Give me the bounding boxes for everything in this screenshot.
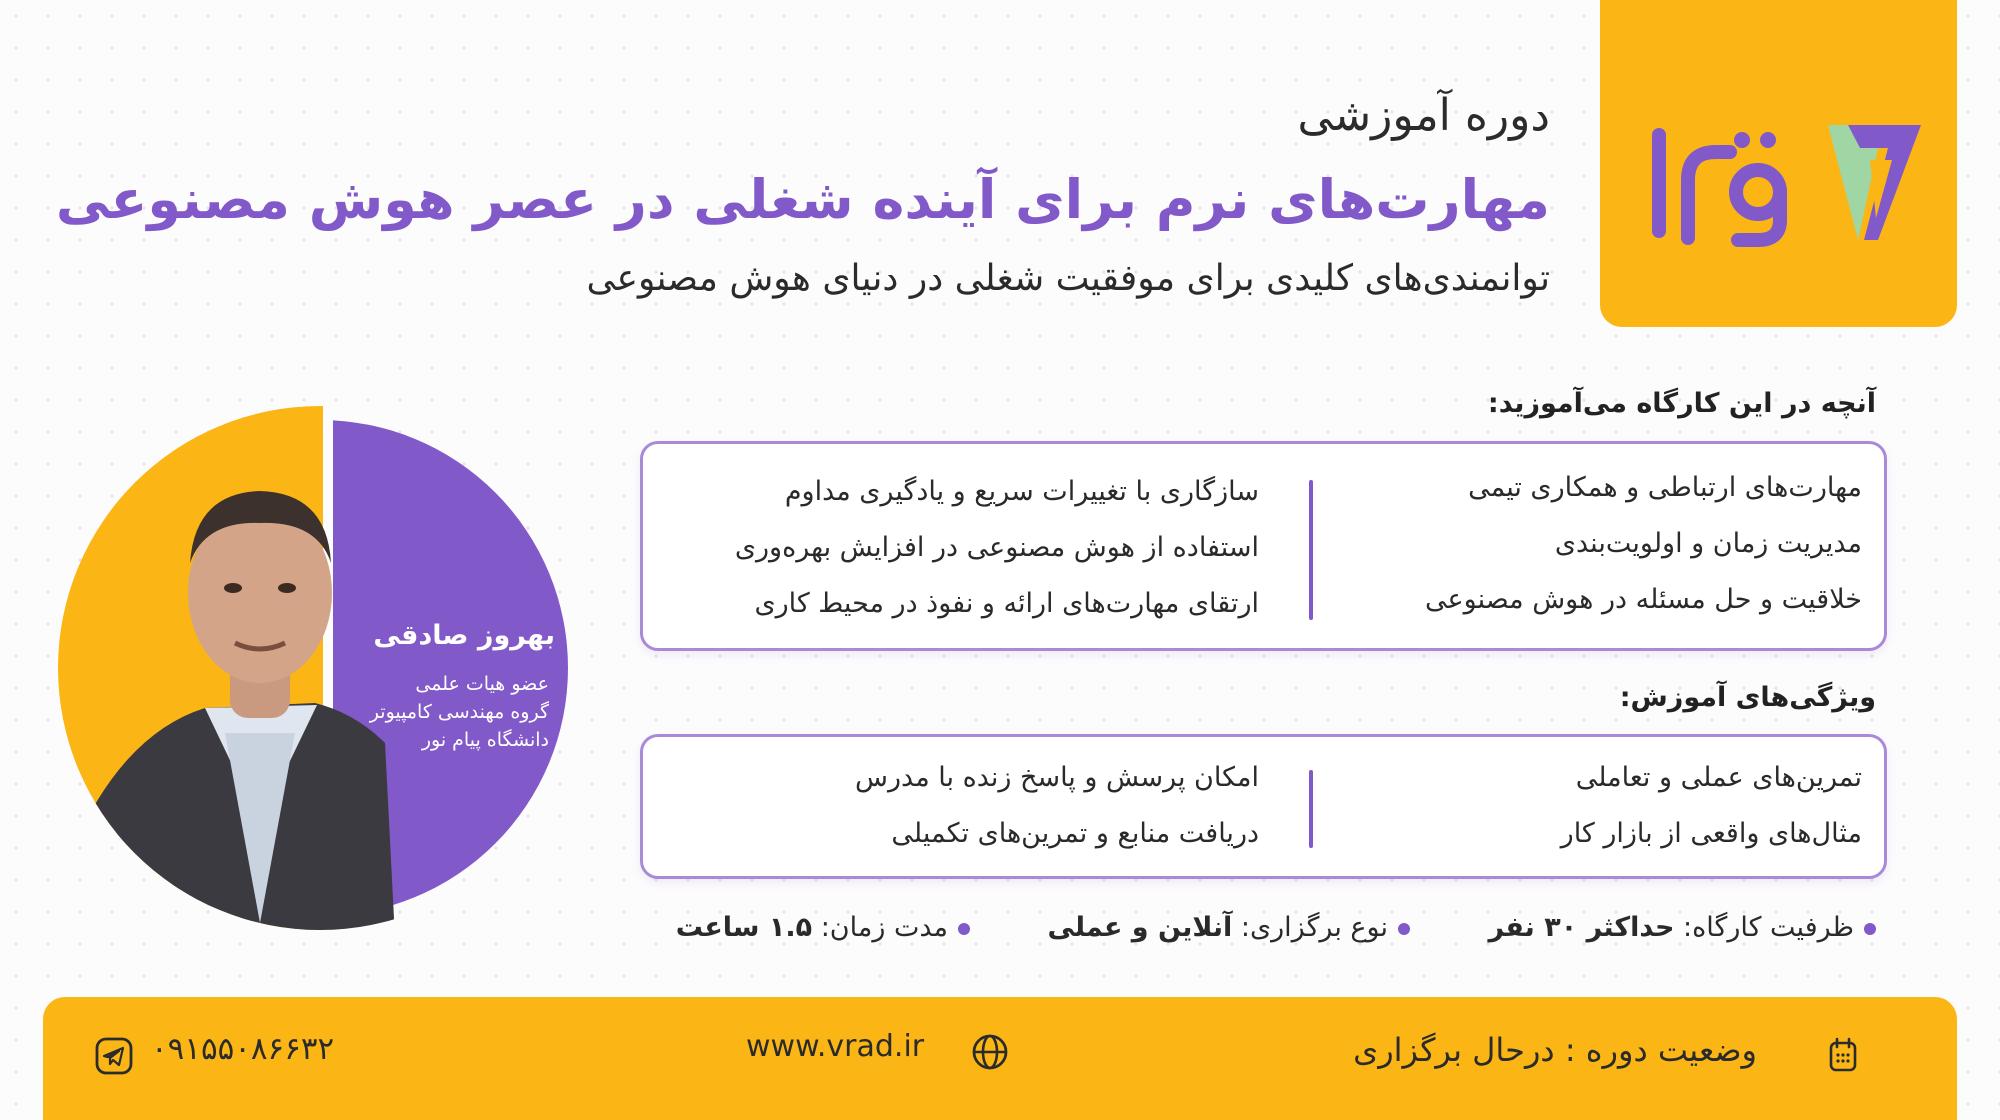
features-section-label: ویژگی‌های آموزش: — [1619, 682, 1876, 713]
delivery-type-label: نوع برگزاری: — [1240, 912, 1388, 943]
logo-panel — [1600, 0, 1957, 327]
phone-number[interactable]: ۰۹۱۵۵۰۸۶۶۳۲ — [151, 1031, 335, 1067]
website-link[interactable]: www.vrad.ir — [746, 1029, 925, 1064]
speaker-university: دانشگاه پیام نور — [421, 729, 549, 751]
bullet-dot — [1864, 923, 1876, 935]
list-item: ارتقای مهارت‌های ارائه و نفوذ در محیط کاری — [754, 588, 1259, 619]
list-item: خلاقیت و حل مسئله در هوش مصنوعی — [1425, 584, 1862, 615]
list-item: دریافت منابع و تمرین‌های تکمیلی — [891, 818, 1259, 849]
speaker-details — [370, 670, 549, 754]
duration-label: مدت زمان: — [820, 912, 948, 943]
list-item: مهارت‌های ارتباطی و همکاری تیمی — [1468, 472, 1862, 503]
features-card — [640, 734, 1887, 879]
delivery-type-info — [1048, 912, 1410, 943]
list-item: سازگاری با تغییرات سریع و یادگیری مداوم — [784, 476, 1259, 507]
calendar-icon — [1828, 1037, 1858, 1073]
capacity-info — [1488, 912, 1876, 943]
learn-right-column — [1282, 460, 1862, 628]
speaker-role: عضو هیات علمی — [415, 673, 549, 695]
vrad-logo — [1638, 100, 1928, 250]
column-divider — [1309, 480, 1313, 620]
features-right-column — [1282, 750, 1862, 862]
list-item: تمرین‌های عملی و تعاملی — [1575, 762, 1862, 793]
telegram-icon[interactable] — [95, 1037, 133, 1075]
footer-bar — [43, 997, 1957, 1120]
delivery-type-value: آنلاین و عملی — [1047, 912, 1233, 943]
speaker-department: گروه مهندسی کامپیوتر — [369, 701, 549, 723]
bullet-dot — [1398, 923, 1410, 935]
list-item: مثال‌های واقعی از بازار کار — [1560, 818, 1862, 849]
column-divider — [1309, 770, 1313, 848]
list-item: امکان پرسش و پاسخ زنده با مدرس — [855, 762, 1259, 793]
course-status: وضعیت دوره : درحال برگزاری — [1353, 1031, 1757, 1069]
learn-left-column — [679, 464, 1259, 632]
duration-value: ۱.۵ ساعت — [675, 912, 813, 943]
list-item: استفاده از هوش مصنوعی در افزایش بهره‌وری — [734, 532, 1259, 563]
course-title: مهارت‌های نرم برای آینده شغلی در عصر هوش مصنوعی — [55, 168, 1550, 231]
globe-icon — [971, 1033, 1009, 1071]
duration-info — [676, 912, 970, 943]
speaker-name: بهروز صادقی — [373, 620, 555, 651]
bullet-dot — [958, 923, 970, 935]
course-kicker: دوره آموزشی — [1297, 90, 1550, 141]
capacity-label: ظرفیت کارگاه: — [1683, 912, 1854, 943]
learn-card — [640, 441, 1887, 651]
learn-section-label: آنچه در این کارگاه می‌آموزید: — [1487, 388, 1876, 419]
features-left-column — [679, 750, 1259, 862]
course-subtitle: توانمندی‌های کلیدی برای موفقیت شغلی در دنیای هوش مصنوعی — [586, 258, 1550, 299]
list-item: مدیریت زمان و اولویت‌بندی — [1554, 528, 1862, 559]
capacity-value: حداکثر ۳۰ نفر — [1488, 912, 1675, 943]
